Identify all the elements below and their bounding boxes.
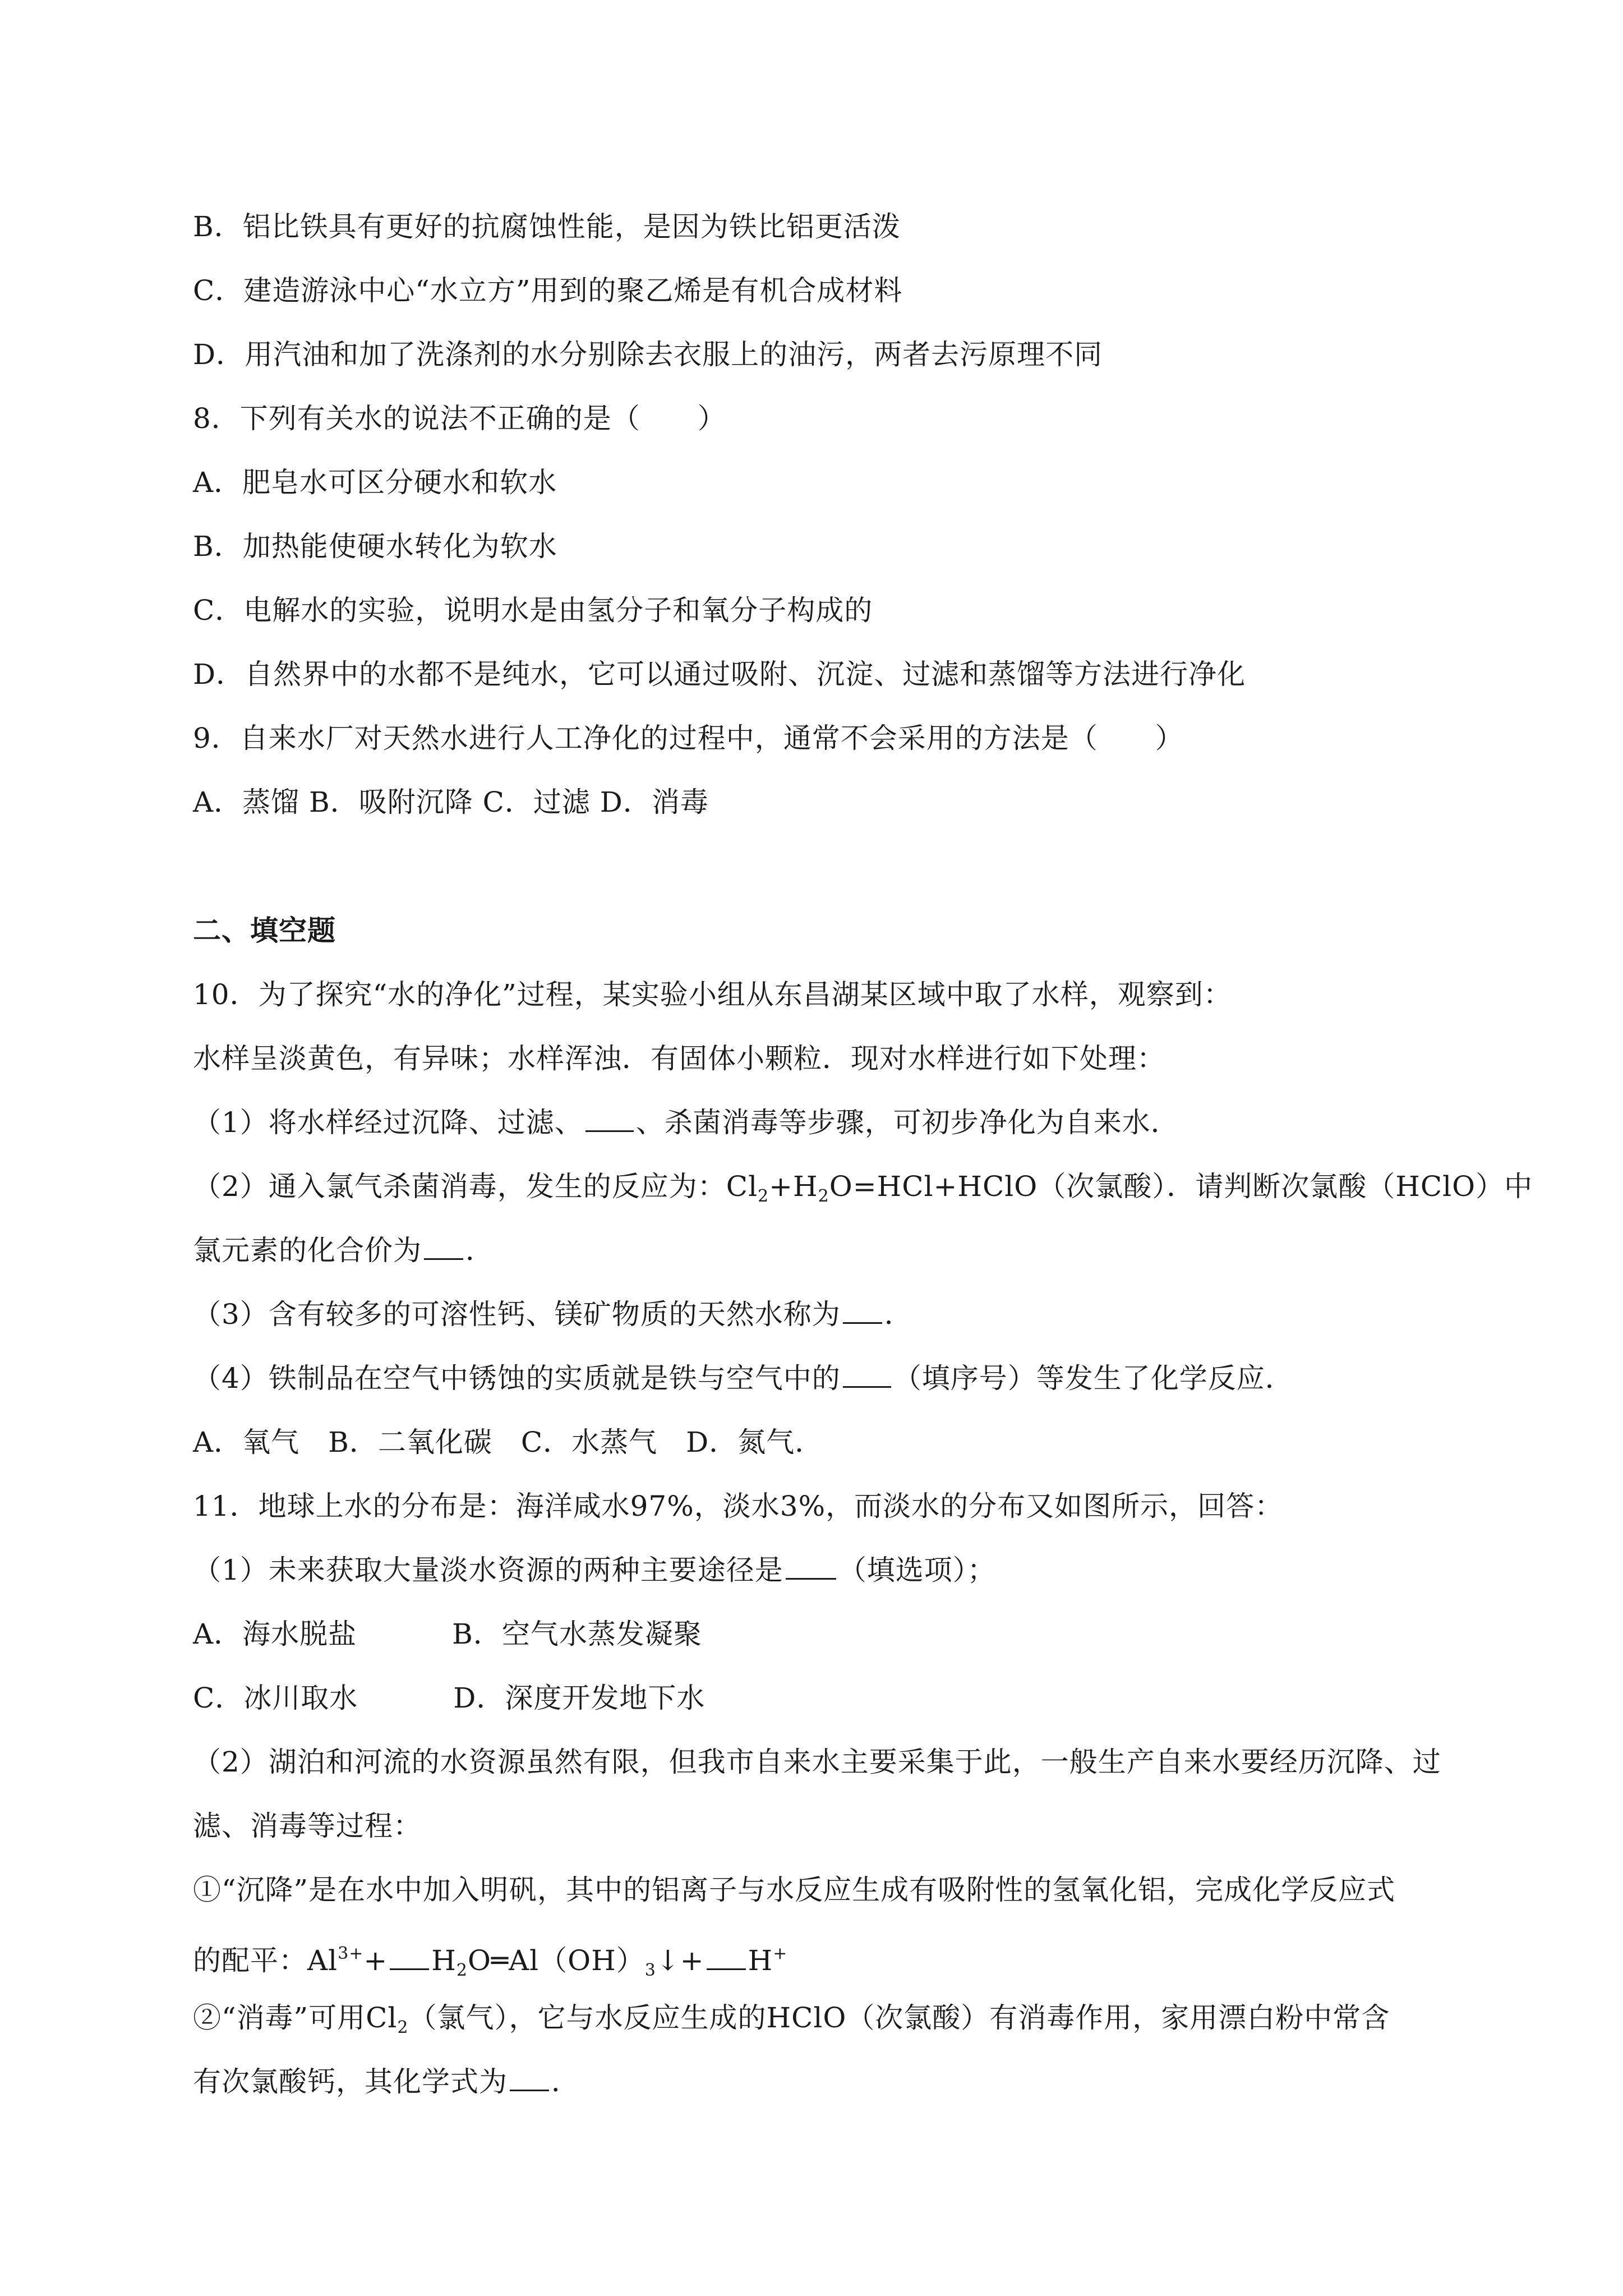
options-10-4: A．氧气 B．二氧化碳 C．水蒸气 D．氮气． (193, 1426, 824, 1458)
section-heading: 二、填空题 (193, 914, 336, 947)
text: + (363, 1944, 388, 1977)
option-8d: D．自然界中的水都不是纯水，它可以通过吸附、沉淀、过滤和蒸馏等方法进行净化 (193, 658, 1246, 691)
question-10-part-2 (193, 1168, 1533, 1214)
question-9: 9．自来水厂对天然水进行人工净化的过程中，通常不会采用的方法是（ ） (193, 722, 1184, 754)
text: （氯气），它与水反应生成的HClO（次氯酸）有消毒作用，家用漂白粉中常含 (408, 2001, 1390, 2034)
option-8b: B．加热能使硬水转化为软水 (193, 530, 557, 563)
question-11-part-2-sub-1: ①“沉降”是在水中加入明矾，其中的铝离子与水反应生成有吸附性的氢氧化铝，完成化学反应式 (193, 1874, 1396, 1906)
answer-blank (424, 1232, 463, 1260)
text: 、杀菌消毒等步骤，可初步净化为自来水． (635, 1106, 1179, 1139)
answer-blank (843, 1296, 882, 1324)
text: 的配平：Al (193, 1944, 338, 1977)
text: ． (551, 2065, 580, 2098)
subscript: 2 (456, 1961, 468, 1980)
question-10-part-2-cont (193, 1232, 494, 1268)
text: H (748, 1944, 773, 1977)
option-8a: A．肥皂水可区分硬水和软水 (193, 466, 557, 499)
question-10-intro: 水样呈淡黄色，有异味；水样浑浊．有固体小颗粒．现对水样进行如下处理： (193, 1042, 1165, 1075)
text: ． (884, 1298, 913, 1331)
option-7d: D．用汽油和加了洗涤剂的水分别除去衣服上的油污，两者去污原理不同 (193, 338, 1103, 371)
options-11-row-1 (193, 1616, 702, 1652)
text: （1）未来获取大量淡水资源的两种主要途径是 (193, 1554, 783, 1586)
question-10-part-1 (193, 1105, 1179, 1140)
answer-blank (510, 2064, 549, 2091)
answer-blank (843, 1360, 891, 1388)
text: O═Al（OH） (467, 1944, 645, 1977)
question-10-part-3 (193, 1296, 913, 1332)
option-11c: C．冰川取水 (193, 1682, 358, 1714)
superscript: 3+ (338, 1944, 364, 1963)
answer-blank (390, 1943, 429, 1970)
subscript: 2 (758, 1186, 769, 1206)
text: （2）通入氯气杀菌消毒，发生的反应为：Cl (193, 1170, 758, 1203)
balancing-equation (193, 1936, 787, 1989)
text: +H (769, 1170, 818, 1203)
question-11-part-1 (193, 1552, 996, 1588)
text: ②“消毒”可用Cl (193, 2001, 398, 2034)
options-11-row-2 (193, 1680, 705, 1716)
question-11-part-2-cont: 滤、消毒等过程： (193, 1810, 422, 1842)
text: （3）含有较多的可溶性钙、镁矿物质的天然水称为 (193, 1298, 841, 1331)
text: （填序号）等发生了化学反应． (893, 1362, 1294, 1395)
option-7c: C．建造游泳中心“水立方”用到的聚乙烯是有机合成材料 (193, 274, 903, 307)
question-11-part-2-sub-2-cont (193, 2064, 580, 2100)
option-11b: B．空气水蒸发凝聚 (452, 1618, 702, 1650)
text: H (431, 1944, 457, 1977)
question-11: 11．地球上水的分布是：海洋咸水97%，淡水3%，而淡水的分布又如图所示，回答： (193, 1490, 1284, 1522)
text: O=HCl+HClO（次氯酸）．请判断次氯酸（HClO）中 (829, 1170, 1533, 1203)
answer-blank (786, 1552, 836, 1580)
option-11d: D．深度开发地下水 (453, 1682, 706, 1714)
text: （1）将水样经过沉降、过滤、 (193, 1106, 583, 1139)
subscript: 2 (818, 1186, 829, 1206)
options-9: A．蒸馏 B．吸附沉降 C．过滤 D．消毒 (193, 786, 709, 818)
text: ↓+ (656, 1944, 704, 1977)
subscript: 3 (644, 1961, 656, 1980)
question-11-part-2-sub-2 (193, 2000, 1390, 2046)
question-11-part-2: （2）湖泊和河流的水资源虽然有限，但我市自来水主要采集于此，一般生产自来水要经历沉降、过 (193, 1746, 1441, 1778)
option-7b: B．铝比铁具有更好的抗腐蚀性能，是因为铁比铝更活泼 (193, 210, 901, 243)
text: 氯元素的化合价为 (193, 1234, 422, 1267)
text: （填选项）； (838, 1554, 996, 1586)
answer-blank (585, 1105, 634, 1132)
text: ． (465, 1234, 494, 1267)
question-10-part-4 (193, 1360, 1294, 1396)
option-11a: A．海水脱盐 (193, 1618, 357, 1650)
question-8: 8．下列有关水的说法不正确的是（ ） (193, 402, 726, 435)
question-10: 10．为了探究“水的净化”过程，某实验小组从东昌湖某区域中取了水样，观察到： (193, 978, 1232, 1011)
answer-blank (707, 1943, 746, 1970)
text: （4）铁制品在空气中锈蚀的实质就是铁与空气中的 (193, 1362, 841, 1395)
option-8c: C．电解水的实验，说明水是由氢分子和氧分子构成的 (193, 594, 873, 627)
text: 有次氯酸钙，其化学式为 (193, 2065, 508, 2098)
superscript: + (773, 1944, 788, 1963)
subscript: 2 (397, 2018, 409, 2037)
